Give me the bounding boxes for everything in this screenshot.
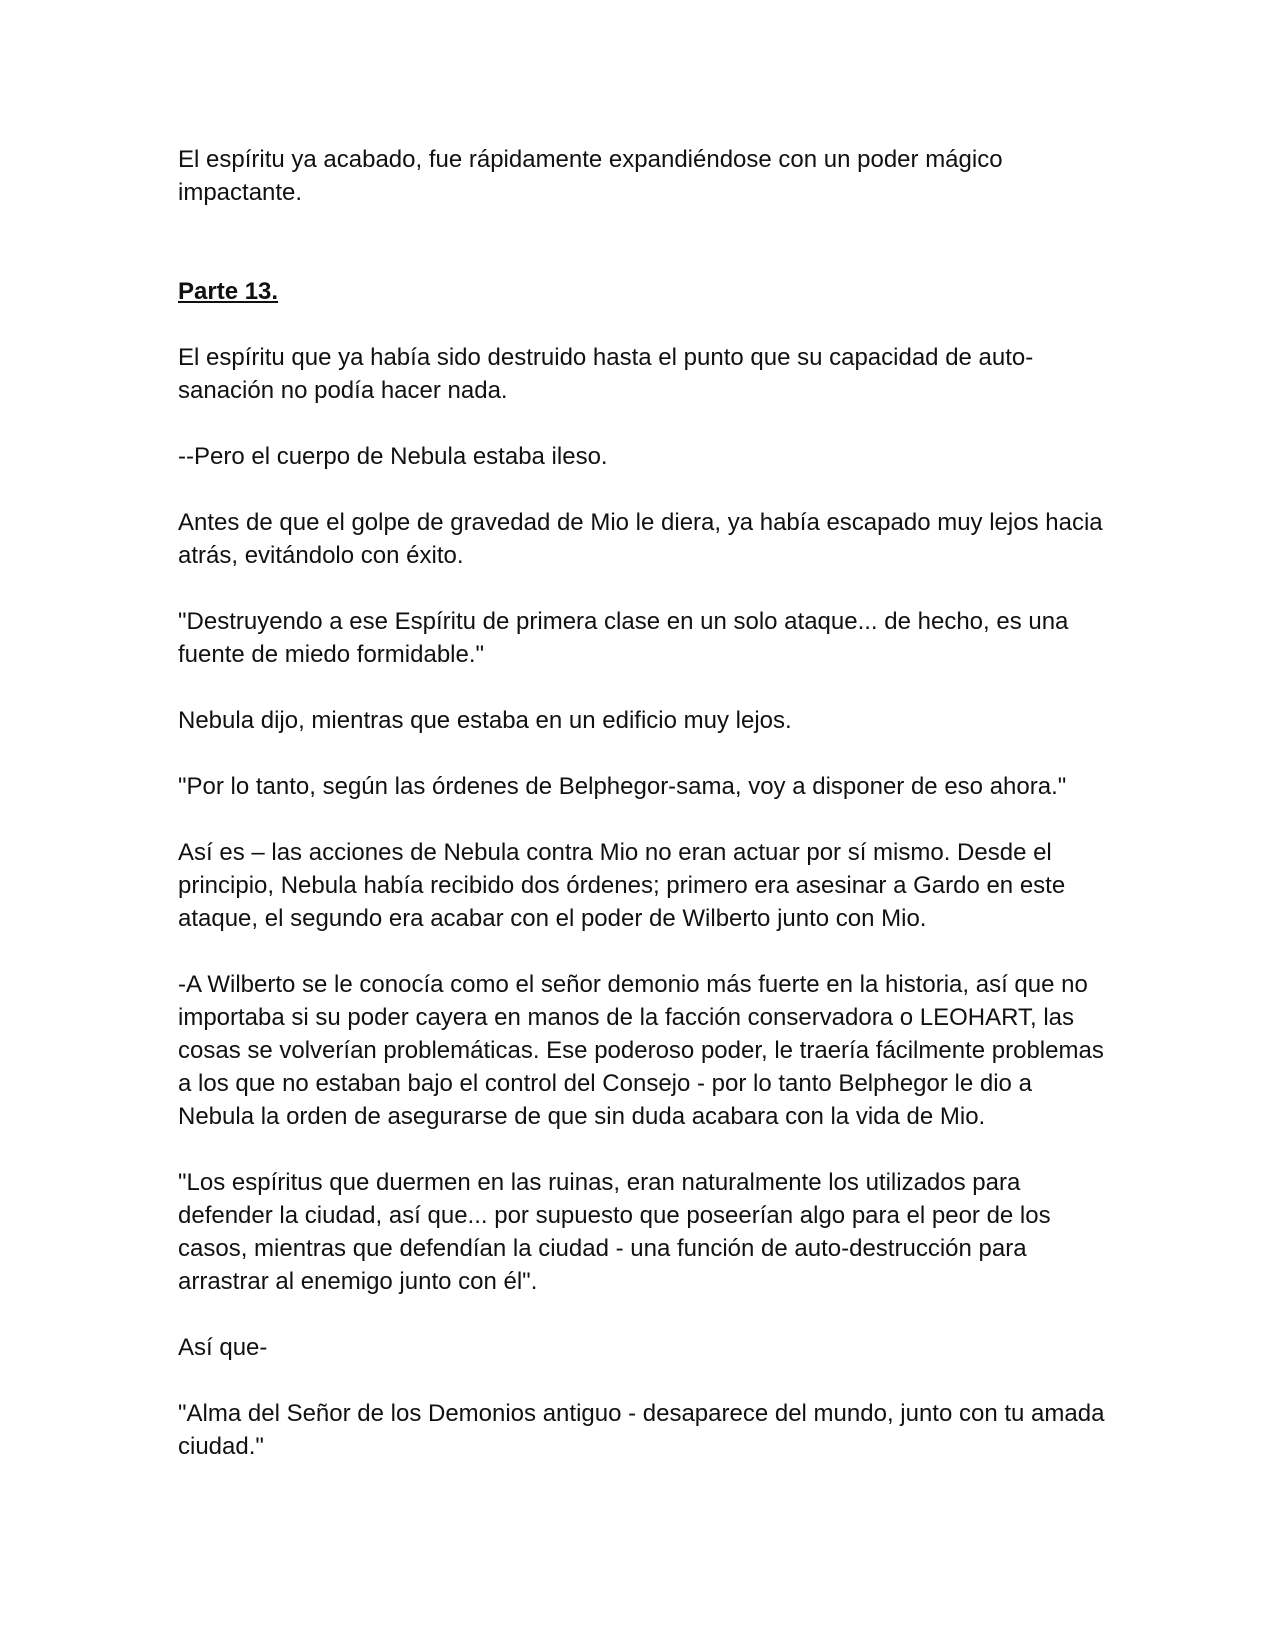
section-heading: Parte 13. xyxy=(178,278,279,305)
document-page xyxy=(178,143,1108,1496)
intro-paragraph: El espíritu ya acabado, fue rápidamente expandiéndose con un poder mágico impactante. xyxy=(178,146,1003,206)
paragraph: "Los espíritus que duermen en las ruinas, eran naturalmente los utilizados para defender la ciudad, así que... por supuesto que poseerían algo para el peor de los casos, mientras que defendían la ciudad - una función de auto-destrucción para arrastrar al enemigo junto con él". xyxy=(178,1169,1051,1295)
paragraph: "Alma del Señor de los Demonios antiguo - desaparece del mundo, junto con tu amada ciudad." xyxy=(178,1400,1105,1460)
paragraph: --Pero el cuerpo de Nebula estaba ileso. xyxy=(178,443,608,470)
paragraph: El espíritu que ya había sido destruido hasta el punto que su capacidad de auto-sanación no podía hacer nada. xyxy=(178,344,1034,404)
paragraph: "Destruyendo a ese Espíritu de primera clase en un solo ataque... de hecho, es una fuente de miedo formidable." xyxy=(178,608,1069,668)
paragraph: -A Wilberto se le conocía como el señor demonio más fuerte en la historia, así que no importaba si su poder cayera en manos de la facción conservadora o LEOHART, las cosas se volverían problemáticas. Ese poderoso poder, le traería fácilmente problemas a los que no estaban bajo el control del Consejo - por lo tanto Belphegor le dio a Nebula la orden de asegurarse de que sin duda acabara con la vida de Mio. xyxy=(178,971,1104,1130)
paragraph: Nebula dijo, mientras que estaba en un edificio muy lejos. xyxy=(178,707,792,734)
paragraph: Así es – las acciones de Nebula contra Mio no eran actuar por sí mismo. Desde el principio, Nebula había recibido dos órdenes; primero era asesinar a Gardo en este ataque, el segundo era acabar con el poder de Wilberto junto con Mio. xyxy=(178,839,1066,932)
paragraph: "Por lo tanto, según las órdenes de Belphegor-sama, voy a disponer de eso ahora." xyxy=(178,773,1067,800)
paragraph: Antes de que el golpe de gravedad de Mio le diera, ya había escapado muy lejos hacia atrás, evitándolo con éxito. xyxy=(178,509,1103,569)
paragraph: Así que- xyxy=(178,1334,268,1361)
